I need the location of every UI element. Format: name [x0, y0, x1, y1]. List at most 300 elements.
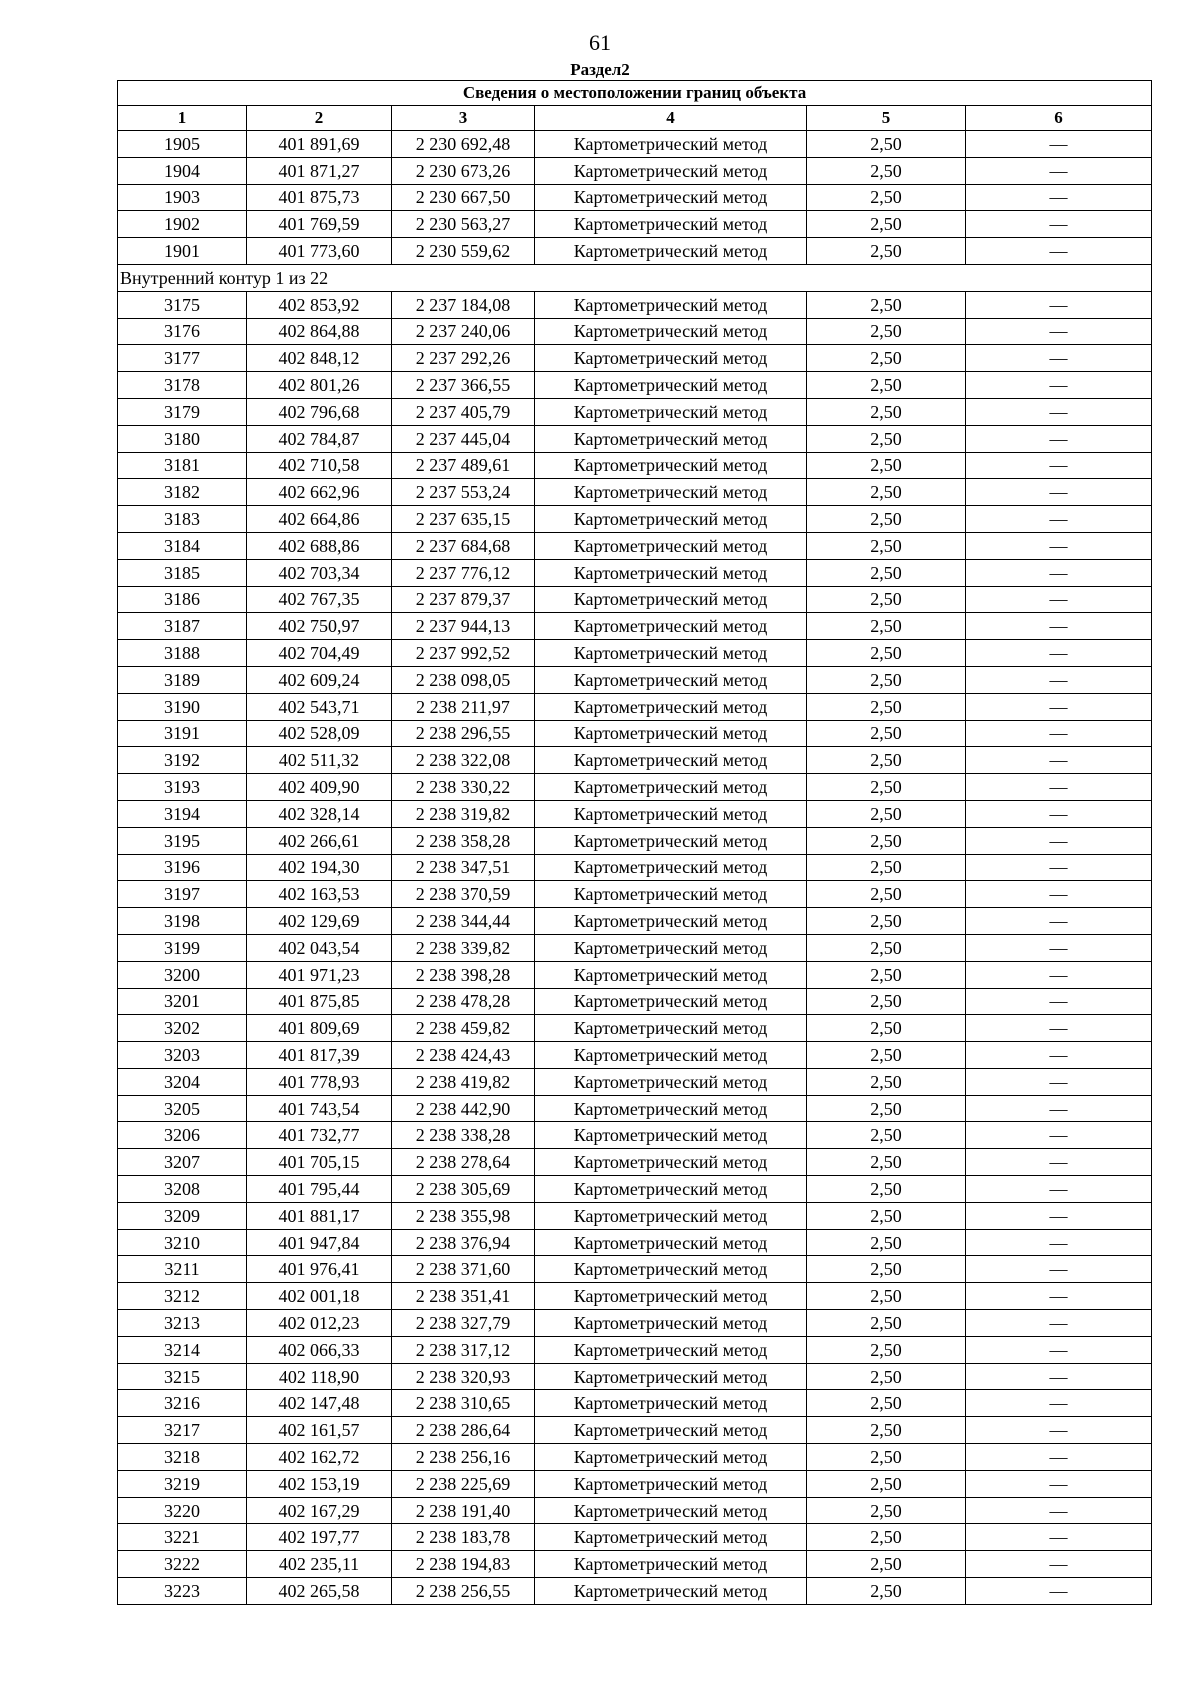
method-cell: Картометрический метод	[535, 988, 807, 1015]
accuracy-cell: 2,50	[807, 1470, 966, 1497]
table-row	[118, 1310, 1152, 1337]
accuracy-cell: 2,50	[807, 506, 966, 533]
description-cell: —	[966, 720, 1152, 747]
column-number: 4	[535, 106, 807, 131]
y-coordinate-cell: 2 237 776,12	[392, 559, 535, 586]
accuracy-cell: 2,50	[807, 184, 966, 211]
accuracy-cell: 2,50	[807, 961, 966, 988]
accuracy-cell: 2,50	[807, 908, 966, 935]
x-coordinate-cell: 402 118,90	[247, 1363, 392, 1390]
table-row	[118, 318, 1152, 345]
accuracy-cell: 2,50	[807, 613, 966, 640]
method-cell: Картометрический метод	[535, 908, 807, 935]
x-coordinate-cell: 401 732,77	[247, 1122, 392, 1149]
accuracy-cell: 2,50	[807, 720, 966, 747]
method-cell: Картометрический метод	[535, 1229, 807, 1256]
point-number-cell: 3181	[118, 452, 247, 479]
table-row	[118, 1015, 1152, 1042]
accuracy-cell: 2,50	[807, 1524, 966, 1551]
point-number-cell: 3199	[118, 934, 247, 961]
table-caption-row	[118, 81, 1152, 106]
accuracy-cell: 2,50	[807, 988, 966, 1015]
method-cell: Картометрический метод	[535, 1068, 807, 1095]
y-coordinate-cell: 2 238 398,28	[392, 961, 535, 988]
point-number-cell: 3205	[118, 1095, 247, 1122]
method-cell: Картометрический метод	[535, 157, 807, 184]
point-number-cell: 3196	[118, 854, 247, 881]
point-number-cell: 3187	[118, 613, 247, 640]
table-row	[118, 1363, 1152, 1390]
x-coordinate-cell: 401 705,15	[247, 1149, 392, 1176]
point-number-cell: 3177	[118, 345, 247, 372]
y-coordinate-cell: 2 238 376,94	[392, 1229, 535, 1256]
table-row	[118, 586, 1152, 613]
method-cell: Картометрический метод	[535, 1176, 807, 1203]
description-cell: —	[966, 1202, 1152, 1229]
description-cell: —	[966, 1578, 1152, 1605]
point-number-cell: 3214	[118, 1336, 247, 1363]
method-cell: Картометрический метод	[535, 666, 807, 693]
table-row	[118, 961, 1152, 988]
point-number-cell: 3219	[118, 1470, 247, 1497]
accuracy-cell: 2,50	[807, 1417, 966, 1444]
table-row	[118, 131, 1152, 158]
accuracy-cell: 2,50	[807, 1256, 966, 1283]
description-cell: —	[966, 1524, 1152, 1551]
method-cell: Картометрический метод	[535, 291, 807, 318]
x-coordinate-cell: 402 784,87	[247, 425, 392, 452]
x-coordinate-cell: 402 001,18	[247, 1283, 392, 1310]
point-number-cell: 3191	[118, 720, 247, 747]
x-coordinate-cell: 402 194,30	[247, 854, 392, 881]
point-number-cell: 3220	[118, 1497, 247, 1524]
table-row	[118, 1149, 1152, 1176]
x-coordinate-cell: 402 043,54	[247, 934, 392, 961]
method-cell: Картометрический метод	[535, 532, 807, 559]
description-cell: —	[966, 1149, 1152, 1176]
accuracy-cell: 2,50	[807, 291, 966, 318]
description-cell: —	[966, 398, 1152, 425]
table-row	[118, 425, 1152, 452]
table-row	[118, 908, 1152, 935]
accuracy-cell: 2,50	[807, 774, 966, 801]
y-coordinate-cell: 2 238 327,79	[392, 1310, 535, 1337]
accuracy-cell: 2,50	[807, 1551, 966, 1578]
table-row	[118, 854, 1152, 881]
y-coordinate-cell: 2 238 478,28	[392, 988, 535, 1015]
x-coordinate-cell: 402 767,35	[247, 586, 392, 613]
y-coordinate-cell: 2 238 442,90	[392, 1095, 535, 1122]
y-coordinate-cell: 2 238 317,12	[392, 1336, 535, 1363]
x-coordinate-cell: 402 848,12	[247, 345, 392, 372]
method-cell: Картометрический метод	[535, 934, 807, 961]
description-cell: —	[966, 1310, 1152, 1337]
description-cell: —	[966, 479, 1152, 506]
accuracy-cell: 2,50	[807, 1363, 966, 1390]
description-cell: —	[966, 1122, 1152, 1149]
accuracy-cell: 2,50	[807, 157, 966, 184]
description-cell: —	[966, 586, 1152, 613]
method-cell: Картометрический метод	[535, 1363, 807, 1390]
y-coordinate-cell: 2 238 339,82	[392, 934, 535, 961]
method-cell: Картометрический метод	[535, 318, 807, 345]
accuracy-cell: 2,50	[807, 854, 966, 881]
table-row	[118, 184, 1152, 211]
point-number-cell: 3194	[118, 800, 247, 827]
y-coordinate-cell: 2 238 319,82	[392, 800, 535, 827]
point-number-cell: 3217	[118, 1417, 247, 1444]
description-cell: —	[966, 854, 1152, 881]
point-number-cell: 1903	[118, 184, 247, 211]
y-coordinate-cell: 2 238 330,22	[392, 774, 535, 801]
accuracy-cell: 2,50	[807, 372, 966, 399]
table-row	[118, 881, 1152, 908]
table-row	[118, 506, 1152, 533]
x-coordinate-cell: 402 162,72	[247, 1444, 392, 1471]
y-coordinate-cell: 2 238 296,55	[392, 720, 535, 747]
description-cell: —	[966, 1470, 1152, 1497]
accuracy-cell: 2,50	[807, 747, 966, 774]
description-cell: —	[966, 532, 1152, 559]
x-coordinate-cell: 401 778,93	[247, 1068, 392, 1095]
table-row	[118, 666, 1152, 693]
x-coordinate-cell: 402 197,77	[247, 1524, 392, 1551]
method-cell: Картометрический метод	[535, 211, 807, 238]
description-cell: —	[966, 800, 1152, 827]
x-coordinate-cell: 401 881,17	[247, 1202, 392, 1229]
accuracy-cell: 2,50	[807, 1149, 966, 1176]
y-coordinate-cell: 2 237 292,26	[392, 345, 535, 372]
accuracy-cell: 2,50	[807, 934, 966, 961]
method-cell: Картометрический метод	[535, 1551, 807, 1578]
table-row	[118, 452, 1152, 479]
contour-section	[118, 264, 1152, 291]
accuracy-cell: 2,50	[807, 640, 966, 667]
x-coordinate-cell: 402 235,11	[247, 1551, 392, 1578]
point-number-cell: 1902	[118, 211, 247, 238]
y-coordinate-cell: 2 237 684,68	[392, 532, 535, 559]
description-cell: —	[966, 640, 1152, 667]
description-cell: —	[966, 961, 1152, 988]
description-cell: —	[966, 1176, 1152, 1203]
point-number-cell: 3197	[118, 881, 247, 908]
x-coordinate-cell: 402 796,68	[247, 398, 392, 425]
description-cell: —	[966, 613, 1152, 640]
y-coordinate-cell: 2 238 344,44	[392, 908, 535, 935]
method-cell: Картометрический метод	[535, 1470, 807, 1497]
point-number-cell: 3221	[118, 1524, 247, 1551]
y-coordinate-cell: 2 230 692,48	[392, 131, 535, 158]
point-number-cell: 3222	[118, 1551, 247, 1578]
x-coordinate-cell: 402 704,49	[247, 640, 392, 667]
description-cell: —	[966, 908, 1152, 935]
x-coordinate-cell: 402 664,86	[247, 506, 392, 533]
table-row	[118, 479, 1152, 506]
method-cell: Картометрический метод	[535, 452, 807, 479]
method-cell: Картометрический метод	[535, 1202, 807, 1229]
x-coordinate-cell: 401 976,41	[247, 1256, 392, 1283]
table-row	[118, 1497, 1152, 1524]
description-cell: —	[966, 1390, 1152, 1417]
table-row	[118, 1551, 1152, 1578]
method-cell: Картометрический метод	[535, 184, 807, 211]
table-row	[118, 1042, 1152, 1069]
y-coordinate-cell: 2 238 183,78	[392, 1524, 535, 1551]
description-cell: —	[966, 184, 1152, 211]
point-number-cell: 3193	[118, 774, 247, 801]
method-cell: Картометрический метод	[535, 238, 807, 265]
description-cell: —	[966, 1444, 1152, 1471]
method-cell: Картометрический метод	[535, 1015, 807, 1042]
x-coordinate-cell: 402 703,34	[247, 559, 392, 586]
description-cell: —	[966, 881, 1152, 908]
table-row	[118, 1390, 1152, 1417]
accuracy-cell: 2,50	[807, 1283, 966, 1310]
accuracy-cell: 2,50	[807, 238, 966, 265]
table-row	[118, 157, 1152, 184]
accuracy-cell: 2,50	[807, 1390, 966, 1417]
point-number-cell: 3180	[118, 425, 247, 452]
method-cell: Картометрический метод	[535, 425, 807, 452]
description-cell: —	[966, 157, 1152, 184]
method-cell: Картометрический метод	[535, 1497, 807, 1524]
method-cell: Картометрический метод	[535, 720, 807, 747]
x-coordinate-cell: 402 266,61	[247, 827, 392, 854]
y-coordinate-cell: 2 237 405,79	[392, 398, 535, 425]
accuracy-cell: 2,50	[807, 1095, 966, 1122]
column-number: 5	[807, 106, 966, 131]
table-row	[118, 398, 1152, 425]
table-row	[118, 827, 1152, 854]
table-row	[118, 211, 1152, 238]
method-cell: Картометрический метод	[535, 1149, 807, 1176]
table-row	[118, 1470, 1152, 1497]
accuracy-cell: 2,50	[807, 800, 966, 827]
point-number-cell: 3203	[118, 1042, 247, 1069]
table-row	[118, 1095, 1152, 1122]
method-cell: Картометрический метод	[535, 398, 807, 425]
point-number-cell: 3175	[118, 291, 247, 318]
y-coordinate-cell: 2 237 489,61	[392, 452, 535, 479]
x-coordinate-cell: 402 409,90	[247, 774, 392, 801]
x-coordinate-cell: 401 875,73	[247, 184, 392, 211]
description-cell: —	[966, 345, 1152, 372]
table-row	[118, 1229, 1152, 1256]
table-row	[118, 559, 1152, 586]
description-cell: —	[966, 693, 1152, 720]
point-number-cell: 3182	[118, 479, 247, 506]
table-row	[118, 988, 1152, 1015]
x-coordinate-cell: 402 853,92	[247, 291, 392, 318]
table-row	[118, 693, 1152, 720]
accuracy-cell: 2,50	[807, 1310, 966, 1337]
table-row	[118, 1336, 1152, 1363]
x-coordinate-cell: 402 750,97	[247, 613, 392, 640]
accuracy-cell: 2,50	[807, 425, 966, 452]
description-cell: —	[966, 425, 1152, 452]
method-cell: Картометрический метод	[535, 881, 807, 908]
description-cell: —	[966, 988, 1152, 1015]
description-cell: —	[966, 372, 1152, 399]
accuracy-cell: 2,50	[807, 1015, 966, 1042]
y-coordinate-cell: 2 237 553,24	[392, 479, 535, 506]
point-number-cell: 1905	[118, 131, 247, 158]
point-number-cell: 3185	[118, 559, 247, 586]
y-coordinate-cell: 2 238 459,82	[392, 1015, 535, 1042]
point-number-cell: 3186	[118, 586, 247, 613]
point-number-cell: 3183	[118, 506, 247, 533]
description-cell: —	[966, 506, 1152, 533]
x-coordinate-cell: 402 147,48	[247, 1390, 392, 1417]
point-number-cell: 3208	[118, 1176, 247, 1203]
point-number-cell: 3184	[118, 532, 247, 559]
method-cell: Картометрический метод	[535, 1444, 807, 1471]
contour-label: Внутренний контур 1 из 22	[118, 264, 1152, 291]
table-row	[118, 1068, 1152, 1095]
y-coordinate-cell: 2 238 424,43	[392, 1042, 535, 1069]
method-cell: Картометрический метод	[535, 559, 807, 586]
point-number-cell: 3204	[118, 1068, 247, 1095]
point-number-cell: 3178	[118, 372, 247, 399]
accuracy-cell: 2,50	[807, 1444, 966, 1471]
x-coordinate-cell: 402 012,23	[247, 1310, 392, 1337]
point-number-cell: 3198	[118, 908, 247, 935]
x-coordinate-cell: 402 609,24	[247, 666, 392, 693]
method-cell: Картометрический метод	[535, 345, 807, 372]
table-row	[118, 372, 1152, 399]
accuracy-cell: 2,50	[807, 452, 966, 479]
table-row	[118, 613, 1152, 640]
point-number-cell: 3218	[118, 1444, 247, 1471]
accuracy-cell: 2,50	[807, 559, 966, 586]
description-cell: —	[966, 666, 1152, 693]
method-cell: Картометрический метод	[535, 1122, 807, 1149]
accuracy-cell: 2,50	[807, 345, 966, 372]
accuracy-cell: 2,50	[807, 881, 966, 908]
y-coordinate-cell: 2 238 256,16	[392, 1444, 535, 1471]
y-coordinate-cell: 2 238 320,93	[392, 1363, 535, 1390]
x-coordinate-cell: 401 891,69	[247, 131, 392, 158]
y-coordinate-cell: 2 237 992,52	[392, 640, 535, 667]
table-row	[118, 345, 1152, 372]
y-coordinate-cell: 2 230 667,50	[392, 184, 535, 211]
point-number-cell: 3210	[118, 1229, 247, 1256]
x-coordinate-cell: 402 511,32	[247, 747, 392, 774]
y-coordinate-cell: 2 238 194,83	[392, 1551, 535, 1578]
accuracy-cell: 2,50	[807, 827, 966, 854]
point-number-cell: 3190	[118, 693, 247, 720]
method-cell: Картометрический метод	[535, 613, 807, 640]
y-coordinate-cell: 2 238 322,08	[392, 747, 535, 774]
method-cell: Картометрический метод	[535, 1524, 807, 1551]
boundary-coordinates-table	[117, 80, 1152, 1605]
description-cell: —	[966, 559, 1152, 586]
x-coordinate-cell: 402 688,86	[247, 532, 392, 559]
x-coordinate-cell: 401 743,54	[247, 1095, 392, 1122]
column-number: 1	[118, 106, 247, 131]
table-row	[118, 532, 1152, 559]
description-cell: —	[966, 1417, 1152, 1444]
accuracy-cell: 2,50	[807, 532, 966, 559]
method-cell: Картометрический метод	[535, 1578, 807, 1605]
description-cell: —	[966, 1551, 1152, 1578]
method-cell: Картометрический метод	[535, 693, 807, 720]
x-coordinate-cell: 401 817,39	[247, 1042, 392, 1069]
point-number-cell: 3201	[118, 988, 247, 1015]
point-number-cell: 3216	[118, 1390, 247, 1417]
method-cell: Картометрический метод	[535, 586, 807, 613]
accuracy-cell: 2,50	[807, 1336, 966, 1363]
contour-row	[118, 264, 1152, 291]
point-number-cell: 1901	[118, 238, 247, 265]
column-number: 6	[966, 106, 1152, 131]
table-row	[118, 238, 1152, 265]
description-cell: —	[966, 1497, 1152, 1524]
x-coordinate-cell: 402 161,57	[247, 1417, 392, 1444]
method-cell: Картометрический метод	[535, 747, 807, 774]
method-cell: Картометрический метод	[535, 372, 807, 399]
accuracy-cell: 2,50	[807, 1068, 966, 1095]
method-cell: Картометрический метод	[535, 854, 807, 881]
y-coordinate-cell: 2 230 673,26	[392, 157, 535, 184]
table-row	[118, 1176, 1152, 1203]
method-cell: Картометрический метод	[535, 1417, 807, 1444]
x-coordinate-cell: 401 947,84	[247, 1229, 392, 1256]
point-number-cell: 1904	[118, 157, 247, 184]
accuracy-cell: 2,50	[807, 1578, 966, 1605]
point-number-cell: 3207	[118, 1149, 247, 1176]
y-coordinate-cell: 2 237 445,04	[392, 425, 535, 452]
accuracy-cell: 2,50	[807, 1122, 966, 1149]
description-cell: —	[966, 1229, 1152, 1256]
description-cell: —	[966, 934, 1152, 961]
y-coordinate-cell: 2 238 225,69	[392, 1470, 535, 1497]
x-coordinate-cell: 402 163,53	[247, 881, 392, 908]
y-coordinate-cell: 2 238 358,28	[392, 827, 535, 854]
column-number: 3	[392, 106, 535, 131]
table-row	[118, 774, 1152, 801]
table-row	[118, 747, 1152, 774]
y-coordinate-cell: 2 238 211,97	[392, 693, 535, 720]
point-number-cell: 3189	[118, 666, 247, 693]
method-cell: Картометрический метод	[535, 1283, 807, 1310]
table-caption: Сведения о местоположении границ объекта	[118, 81, 1152, 106]
description-cell: —	[966, 1042, 1152, 1069]
table-row	[118, 800, 1152, 827]
y-coordinate-cell: 2 238 371,60	[392, 1256, 535, 1283]
y-coordinate-cell: 2 237 184,08	[392, 291, 535, 318]
y-coordinate-cell: 2 238 347,51	[392, 854, 535, 881]
y-coordinate-cell: 2 230 563,27	[392, 211, 535, 238]
y-coordinate-cell: 2 237 879,37	[392, 586, 535, 613]
accuracy-cell: 2,50	[807, 666, 966, 693]
point-number-cell: 3202	[118, 1015, 247, 1042]
accuracy-cell: 2,50	[807, 1202, 966, 1229]
table-row	[118, 1417, 1152, 1444]
x-coordinate-cell: 402 066,33	[247, 1336, 392, 1363]
accuracy-cell: 2,50	[807, 1497, 966, 1524]
method-cell: Картометрический метод	[535, 1390, 807, 1417]
x-coordinate-cell: 402 528,09	[247, 720, 392, 747]
description-cell: —	[966, 291, 1152, 318]
y-coordinate-cell: 2 237 366,55	[392, 372, 535, 399]
description-cell: —	[966, 1068, 1152, 1095]
table-row	[118, 640, 1152, 667]
table-row	[118, 1122, 1152, 1149]
method-cell: Картометрический метод	[535, 827, 807, 854]
table-row	[118, 1578, 1152, 1605]
description-cell: —	[966, 827, 1152, 854]
